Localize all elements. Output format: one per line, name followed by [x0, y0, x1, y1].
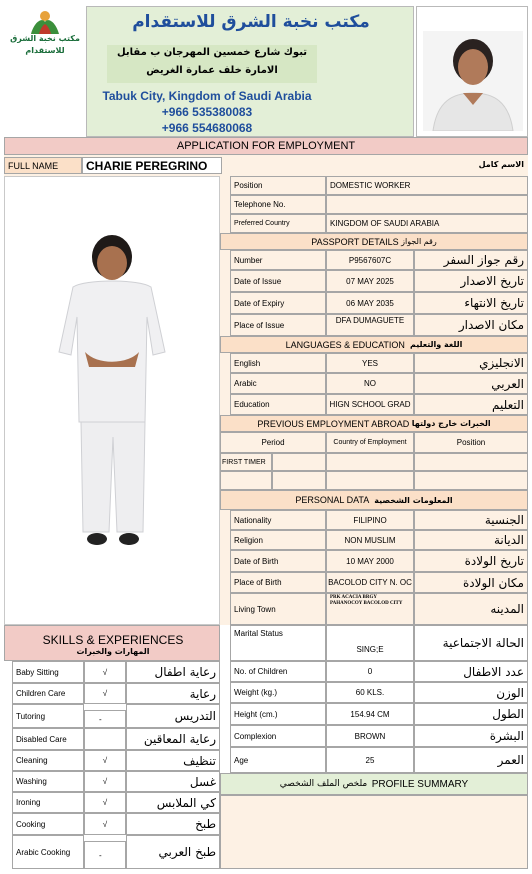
language-value: NO	[326, 373, 414, 394]
personal-value: 60 KLS.	[326, 682, 414, 703]
personal-label-ar: عدد الاطفال	[414, 661, 528, 682]
personal-label-ar: الطول	[414, 703, 528, 725]
prev-emp-title: PREVIOUS EMPLOYMENT ABROAD	[257, 418, 410, 429]
logo-text-2: للاستقدام	[25, 46, 65, 55]
phone-2: +966 554680068	[161, 121, 253, 135]
prev-emp-row-2-period-2	[272, 471, 326, 490]
skill-label-ar: تنظيف	[126, 750, 220, 771]
language-label: English	[230, 353, 326, 373]
personal-value: 10 MAY 2000	[326, 550, 414, 572]
header	[4, 6, 528, 137]
personal-label: Complexion	[230, 725, 326, 747]
personal-value: SING;E	[326, 625, 414, 661]
skill-label: Ironing	[12, 792, 84, 813]
skill-label: Cooking	[12, 813, 84, 835]
skill-label: Disabled Care	[12, 728, 84, 750]
skill-label-ar: طبخ	[126, 813, 220, 835]
prev-emp-title-bar	[220, 415, 528, 432]
personal-value: BACOLOD CITY N. OC	[326, 572, 414, 593]
passport-label: Date of Issue	[230, 270, 326, 292]
portrait-photo-icon	[423, 31, 523, 131]
skill-label-ar: كي الملابس	[126, 792, 220, 813]
prev-emp-row-2-period	[220, 471, 272, 490]
position-value: DOMESTIC WORKER	[326, 176, 528, 195]
personal-label-ar: مكان الولادة	[414, 572, 528, 593]
passport-label: Date of Expiry	[230, 292, 326, 314]
personal-value: NON MUSLIM	[326, 530, 414, 550]
personal-label-ar: الجنسية	[414, 510, 528, 530]
passport-label-ar: رقم جواز السفر	[414, 250, 528, 270]
passport-value: 07 MAY 2025	[326, 270, 414, 292]
skill-check-mark: -	[84, 841, 126, 869]
personal-value: BROWN	[326, 725, 414, 747]
prev-emp-col-period: Period	[220, 432, 326, 453]
passport-title-ar: رقم الجواز	[401, 237, 437, 246]
full-name-label: FULL NAME	[4, 157, 82, 174]
language-label: Education	[230, 394, 326, 415]
languages-title-ar: اللغة والتعليم	[409, 340, 463, 349]
language-label-ar: التعليم	[414, 394, 528, 415]
profile-summary-body	[220, 795, 528, 869]
personal-label-ar: العمر	[414, 747, 528, 773]
skills-title: SKILLS & EXPERIENCES	[42, 633, 184, 647]
profile-summary-title: PROFILE SUMMARY	[371, 778, 469, 790]
skill-label-ar: التدريس	[126, 704, 220, 728]
full-name-label-ar: الاسم كامل	[478, 160, 524, 169]
personal-label: Place of Birth	[230, 572, 326, 593]
address-ar-1: تبوك شارع خمسين المهرجان ب مقابل	[116, 47, 308, 58]
prev-emp-col-position: Position	[414, 432, 528, 453]
personal-value: 25	[326, 747, 414, 773]
logo-emblem-icon	[25, 8, 65, 36]
skill-check-mark: √	[84, 661, 126, 683]
phone-1: +966 535380083	[161, 105, 253, 119]
language-label-ar: الانجليزي	[414, 353, 528, 373]
skill-label: Baby Sitting	[12, 661, 84, 683]
personal-title: PERSONAL DATA	[295, 495, 370, 505]
prev-emp-row-1-period: FIRST TIMER	[220, 453, 272, 471]
skill-label: Arabic Cooking	[12, 835, 84, 869]
header-center	[86, 6, 414, 137]
position-label: Position	[230, 176, 326, 195]
passport-label: Place of Issue	[230, 314, 326, 336]
prev-emp-row-2-country	[326, 471, 414, 490]
personal-value: FILIPINO	[326, 510, 414, 530]
prev-emp-title-ar: الخبرات خارج دولتها	[411, 419, 491, 428]
personal-label-ar: البشرة	[414, 725, 528, 747]
passport-photo	[416, 6, 528, 137]
skill-label-ar: رعاية اطفال	[126, 661, 220, 683]
prev-emp-col-country	[326, 432, 414, 453]
personal-label: Religion	[230, 530, 326, 550]
language-value: YES	[326, 353, 414, 373]
personal-label: Marital Status	[230, 625, 326, 661]
personal-label: Age	[230, 747, 326, 773]
passport-value: P9567607C	[326, 250, 414, 270]
passport-label: Number	[230, 250, 326, 270]
personal-label: No. of Children	[230, 661, 326, 682]
personal-label-ar: تاريخ الولادة	[414, 550, 528, 572]
skill-label: Tutoring	[12, 704, 84, 728]
personal-label-ar: الوزن	[414, 682, 528, 703]
skill-check-mark: √	[84, 813, 126, 835]
prev-emp-row-1-position	[414, 453, 528, 471]
prev-emp-col-country-text: Country of Employment	[333, 438, 407, 446]
prev-emp-row-1-period-2	[272, 453, 326, 471]
preferred-country-value: KINGDOM OF SAUDI ARABIA	[326, 214, 528, 233]
passport-title-bar	[220, 233, 528, 250]
personal-value: PRK ACACIA BRGY PAHANOCOY BACOLOD CITY	[326, 593, 414, 625]
telephone-value	[326, 195, 528, 214]
skill-label: Cleaning	[12, 750, 84, 771]
skills-title-ar: المهارات والخبرات	[76, 647, 150, 656]
personal-label: Living Town	[230, 593, 326, 625]
profile-summary-title-ar: ملخص الملف الشخصي	[279, 779, 368, 789]
skill-check-mark: √	[84, 792, 126, 813]
personal-value: 0	[326, 661, 414, 682]
prev-emp-row-2-position	[414, 471, 528, 490]
city: Tabuk City, Kingdom of Saudi Arabia	[102, 89, 312, 103]
languages-title: LANGUAGES & EDUCATION	[285, 339, 405, 350]
preferred-country-label: Preferred Country	[230, 214, 326, 233]
personal-label-ar: المدينه	[414, 593, 528, 625]
passport-title: PASSPORT DETAILS	[311, 236, 399, 247]
language-value: HIGN SCHOOL GRAD	[326, 394, 414, 415]
application-title: APPLICATION FOR EMPLOYMENT	[4, 137, 528, 155]
passport-label-ar: تاريخ الاصدار	[414, 270, 528, 292]
skill-label-ar: رعاية	[126, 683, 220, 704]
skill-check-mark	[84, 728, 126, 750]
personal-title-ar: المعلومات الشخصية	[374, 495, 453, 505]
languages-title-bar	[220, 336, 528, 353]
skill-label-ar: غسل	[126, 771, 220, 792]
full-name-value: CHARIE PEREGRINO	[82, 157, 222, 174]
personal-label-ar: الديانة	[414, 530, 528, 550]
skill-label: Washing	[12, 771, 84, 792]
skills-title-bar	[4, 625, 220, 661]
telephone-label: Telephone No.	[230, 195, 326, 214]
skill-check-mark: √	[84, 683, 126, 704]
language-label-ar: العربي	[414, 373, 528, 394]
passport-value: DFA DUMAGUETE	[326, 314, 414, 336]
personal-label: Weight (kg.)	[230, 682, 326, 703]
personal-label-ar: الحالة الاجتماعية	[414, 625, 528, 661]
passport-label-ar: تاريخ الانتهاء	[414, 292, 528, 314]
logo-text-1: مكتب نخبة الشرق	[10, 34, 80, 43]
prev-emp-row-1-country	[326, 453, 414, 471]
skill-label: Children Care	[12, 683, 84, 704]
skill-check-mark: √	[84, 750, 126, 771]
personal-label: Nationality	[230, 510, 326, 530]
skill-label-ar: رعاية المعاقين	[126, 728, 220, 750]
language-label: Arabic	[230, 373, 326, 394]
passport-value: 06 MAY 2035	[326, 292, 414, 314]
logo	[4, 6, 86, 66]
personal-title-bar	[220, 490, 528, 510]
personal-label: Height (cm.)	[230, 703, 326, 725]
skill-label-ar: طبخ العربي	[126, 835, 220, 869]
skill-check-mark: -	[84, 710, 126, 728]
personal-value: 154.94 CM	[326, 703, 414, 725]
full-body-photo	[4, 176, 220, 625]
title-ar: مكتب نخبة الشرق للاستقدام	[132, 12, 370, 32]
full-body-photo-icon	[5, 177, 221, 626]
skill-check-mark: √	[84, 771, 126, 792]
passport-label-ar: مكان الاصدار	[414, 314, 528, 336]
address-ar-2: الامارة خلف عمارة الغريض	[146, 65, 278, 76]
personal-label: Date of Birth	[230, 550, 326, 572]
profile-summary-bar	[220, 773, 528, 795]
